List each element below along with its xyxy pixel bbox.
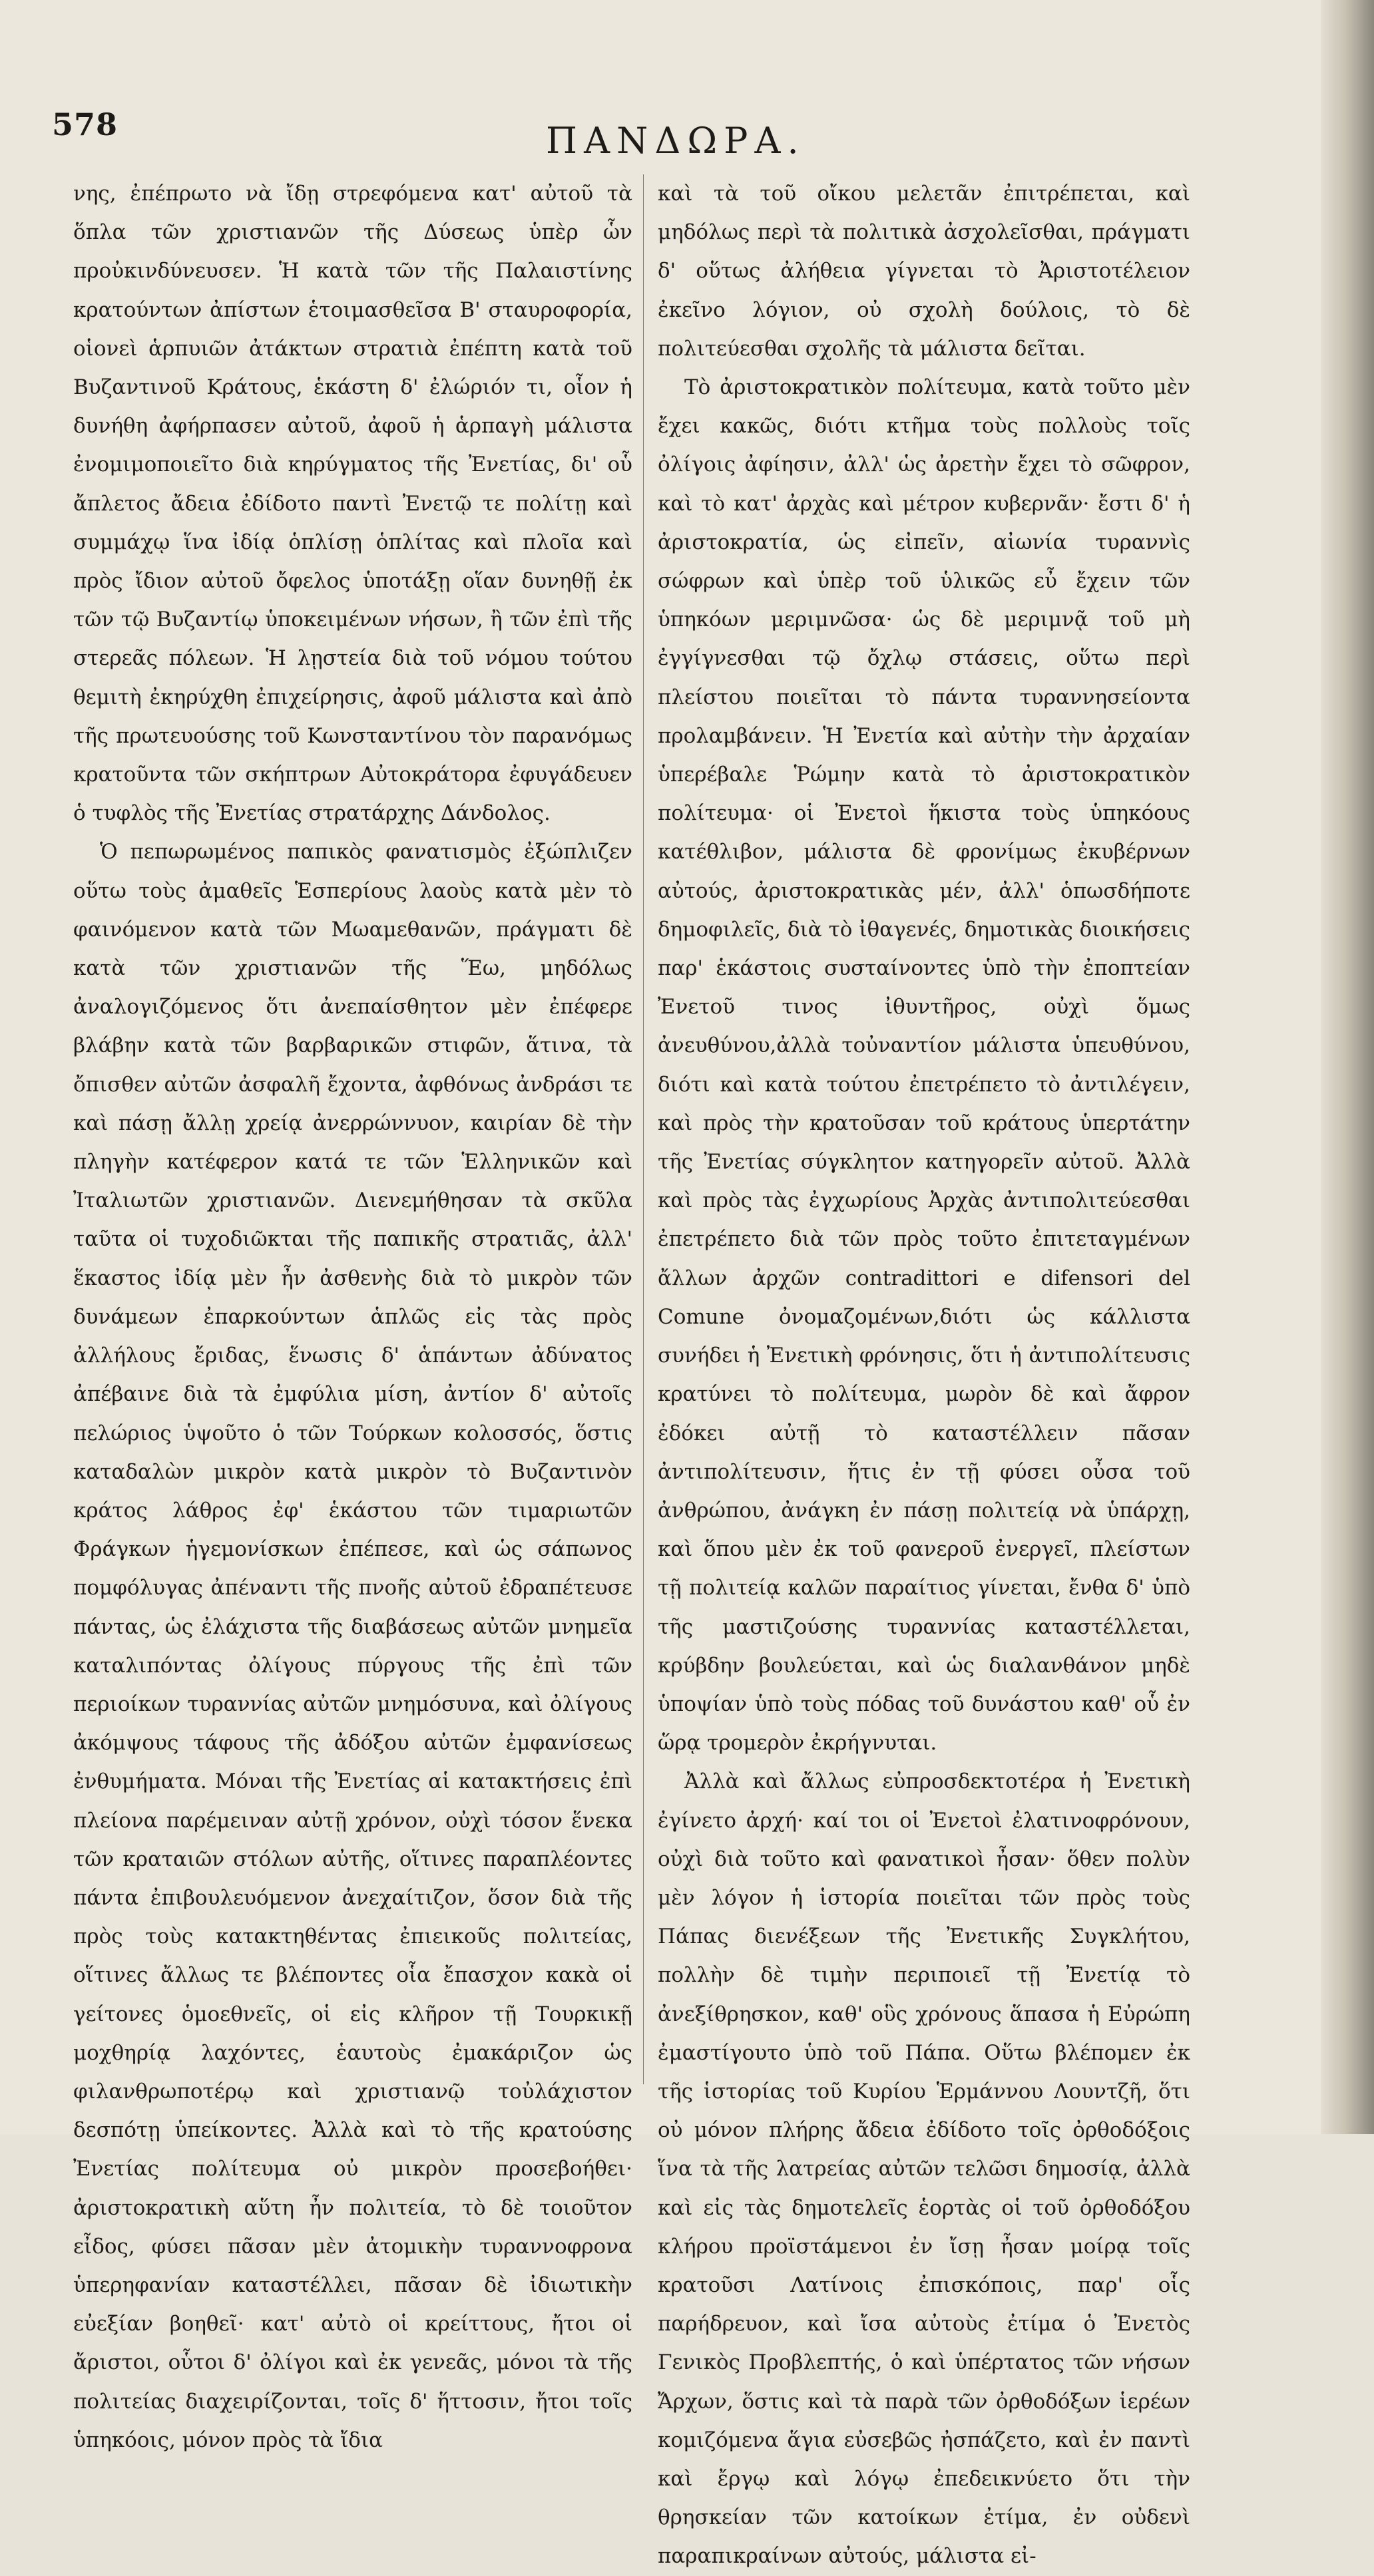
right-paragraph-1: καὶ τὰ τοῦ οἴκου μελετᾶν ἐπιτρέπεται, καὶ μηδόλως περὶ τὰ πολιτικὰ ἀσχολεῖσθαι, πράγματι δ' οὕτως ἀλήθεια γίγνεται τὸ Ἀριστοτέλειον ἐκεῖνο λόγιον, οὐ σχολὴ δούλοις, τὸ δὲ πολιτεύεσθαι σχολῆς τὰ μάλιστα δεῖται.: [658, 182, 1190, 361]
right-paragraph-3: Ἀλλὰ καὶ ἄλλως εὐπροσδεκτοτέρα ἡ Ἐνετικὴ ἐγίνετο ἀρχή· καί τοι οἱ Ἐνετοὶ ἐλατινοφρόνουν, οὐχὶ διὰ τοῦτο καὶ φανατικοὶ ἦσαν· ὅθεν πολὺν μὲν λόγον ἡ ἱστορία ποιεῖται τῶν πρὸς τοὺς Πάπας διενέξεων τῆς Ἐνετικῆς Συγκλήτου, πολλὴν δὲ τιμὴν περιποιεῖ τῇ Ἐνετίᾳ τὸ ἀνεξίθρησκον, καθ' οὓς χρόνους ἅπασα ἡ Εὐρώπη ἐμαστίγουτο ὑπὸ τοῦ Πάπα. Οὕτω βλέπομεν ἐκ τῆς ἱστορίας τοῦ Κυρίου Ἑρμάννου Λουντζῆ, ὅτι οὐ μόνον πλήρης ἄδεια ἐδίδοτο τοῖς ὀρθοδόξοις ἵνα τὰ τῆς λατρείας αὐτῶν τελῶσι δημοσίᾳ, ἀλλὰ καὶ εἰς τὰς δημοτελεῖς ἑορτὰς οἱ τοῦ ὀρθοδόξου κλήρου προϊστάμενοι ἐν ἴσῃ ἦσαν μοίρᾳ τοῖς κρατοῦσι Λατίνοις ἐπισκόποις, παρ' οἷς παρήδρευον, καὶ ἴσα αὐτοὺς ἐτίμα ὁ Ἐνετὸς Γενικὸς Προβλεπτής, ὁ καὶ ὑπέρτατος τῶν νήσων Ἄρχων, ὅστις καὶ τὰ παρὰ τῶν ὀρθοδόξων ἱερέων κομιζόμενα ἅγια εὐσεβῶς ἠσπάζετο, καὶ ἐν παντὶ καὶ ἔργῳ καὶ λόγῳ ἐπεδεικνύετο ὅτι τὴν θρησκείαν τῶν κατοίκων ἐτίμα, ἐν οὐδενὶ παραπικραίνων αὐτούς, μάλιστα εἰ-: [658, 1769, 1190, 2569]
right-paragraph-2: Τὸ ἀριστοκρατικὸν πολίτευμα, κατὰ τοῦτο μὲν ἔχει κακῶς, διότι κτῆμα τοὺς πολλοὺς τοῖς ὀλίγοις ἀφίησιν, ἀλλ' ὡς ἀρετὴν ἔχει τὸ σῶφρον, καὶ τὸ κατ' ἀρχὰς καὶ μέτρον κυβερνᾶν· ἔστι δ' ἡ ἀριστοκρατία, ὡς εἰπεῖν, αἰωνία τυραννὶς σώφρων καὶ ὑπὲρ τοῦ ὑλικῶς εὖ ἔχειν τῶν ὑπηκόων μεριμνῶσα· ὡς δὲ μεριμνᾷ τοῦ μὴ ἐγγίγνεσθαι τῷ ὄχλῳ στάσεις, οὕτω περὶ πλείστου ποιεῖται τὸ πάντα τυραννησείοντα προλαμβάνειν. Ἡ Ἐνετία καὶ αὐτὴν τὴν ἀρχαίαν ὑπερέβαλε Ῥώμην κατὰ τὸ ἀριστοκρατικὸν πολίτευμα· οἱ Ἐνετοὶ ἥκιστα τοὺς ὑπηκόους κατέθλιβον, μάλιστα δὲ φρονίμως ἐκυβέρνων αὐτούς, ἀριστοκρατικὰς μέν, ἀλλ' ὁπωσδήποτε δημοφιλεῖς, διὰ τὸ ἰθαγενές, δημοτικὰς διοικήσεις παρ' ἑκάστοις συσταίνοντες ὑπὸ τὴν ἐποπτείαν Ἐνετοῦ τινος ἰθυντῆρος, οὐχὶ ὅμως ἀνευθύνου,ἀλλὰ τοὐναντίον μάλιστα ὑπευθύνου, διότι καὶ κατὰ τούτου ἐπετρέπετο τὸ ἀντιλέγειν, καὶ πρὸς τὴν κρατοῦσαν τοῦ κράτους ὑπερτάτην τῆς Ἐνετίας σύγκλητον κατηγορεῖν αὐτοῦ. Ἀλλὰ καὶ πρὸς τὰς ἐγχωρίους Ἀρχὰς ἀντιπολιτεύεσθαι ἐπετρέπετο διὰ τῶν πρὸς τοῦτο ἐπιτεταγμένων ἄλλων ἀρχῶν contradittori e difensori del Comune ὀνομαζομένων,διότι ὡς κάλλιστα συνήδει ἡ Ἐνετικὴ φρόνησις, ὅτι ἡ ἀντιπολίτευσις κρατύνει τὸ πολίτευμα, μωρὸν δὲ καὶ ἄφρον ἐδόκει αὐτῇ τὸ καταστέλλειν πᾶσαν ἀντιπολίτευσιν, ἥτις ἐν τῇ φύσει οὖσα τοῦ ἀνθρώπου, ἀνάγκη ἐν πάσῃ πολιτείᾳ νὰ ὑπάρχῃ, καὶ ὅπου μὲν ἐκ τοῦ φανεροῦ ἐνεργεῖ, πλείστων τῇ πολιτείᾳ καλῶν παραίτιος γίνεται, ἔνθα δ' ὑπὸ τῆς μαστιζούσης τυραννίας καταστέλλεται, κρύβδην βουλεύεται, καὶ ὡς διαλανθάνον μηδὲ ὑποψίαν ὑπὸ τοὺς πόδας τοῦ δυνάστου καθ' οὗ ἐν ὥρᾳ τρομερὸν ἐκρήγνυται.: [658, 375, 1190, 1755]
page-number: 578: [52, 106, 118, 142]
left-paragraph-2: Ὁ πεπωρωμένος παπικὸς φανατισμὸς ἐξώπλιζεν οὕτω τοὺς ἀμαθεῖς Ἑσπερίους λαοὺς κατὰ μὲν τὸ φαινόμενον κατὰ τῶν Μωαμεθανῶν, πράγματι δὲ κατὰ τῶν χριστιανῶν τῆς Ἕω, μηδόλως ἀναλογιζόμενος ὅτι ἀνεπαίσθητον μὲν ἐπέφερε βλάβην κατὰ τῶν βαρβαρικῶν στιφῶν, ἅτινα, τὰ ὄπισθεν αὐτῶν ἀσφαλῆ ἔχοντα, ἀφθόνως ἀνδράσι τε καὶ πάσῃ ἄλλῃ χρείᾳ ἀνερρώννυον, καιρίαν δὲ τὴν πληγὴν κατέφερον κατά τε τῶν Ἑλληνικῶν καὶ Ἰταλιωτῶν χριστιανῶν. Διενεμήθησαν τὰ σκῦλα ταῦτα οἱ τυχοδιῶκται τῆς παπικῆς στρατιᾶς, ἀλλ' ἕκαστος ἰδίᾳ μὲν ἦν ἀσθενὴς διὰ τὸ μικρὸν τῶν δυνάμεων ἐπαρκούντων ἁπλῶς εἰς τὰς πρὸς ἀλλήλους ἔριδας, ἕνωσις δ' ἁπάντων ἀδύνατος ἀπέβαινε διὰ τὰ ἐμφύλια μίση, ἀντίον δ' αὐτοῖς πελώριος ὑψοῦτο ὁ τῶν Τούρκων κολοσσός, ὅστις καταδαλὼν μικρὸν κατὰ μικρὸν τὸ Βυζαντινὸν κράτος λάθρος ἐφ' ἑκάστου τῶν τιμαριωτῶν Φράγκων ἡγεμονίσκων ἐπέπεσε, καὶ ὡς σάπωνος πομφόλυγας ἀπέναντι τῆς πνοῆς αὐτοῦ ἐδραπέτευσε πάντας, ὡς ἐλάχιστα τῆς διαβάσεως αὐτῶν μνημεῖα καταλιπόντας ὀλίγους πύργους τῆς ἐπὶ τῶν περιοίκων τυραννίας αὐτῶν μνημόσυνα, καὶ ὀλίγους ἀκόμψους τάφους τῆς ἀδόξου αὐτῶν ἐμφανίσεως ἐνθυμήματα. Μόναι τῆς Ἐνετίας αἱ κατακτήσεις ἐπὶ πλείονα παρέμειναν αὐτῇ χρόνον, οὐχὶ τόσον ἕνεκα τῶν κραταιῶν στόλων αὐτῆς, οἵτινες παραπλέοντες πάντα ἐπιβουλευόμενον ἀνεχαίτιζον, ὅσον διὰ τῆς πρὸς τοὺς κατακτηθέντας ἐπιεικοῦς πολιτείας, οἵτινες ἄλλως τε βλέποντες οἷα ἔπασχον κακὰ οἱ γείτονες ὁμοεθνεῖς, οἱ εἰς κλῆρον τῇ Τουρκικῇ μοχθηρίᾳ λαχόντες, ἑαυτοὺς ἐμακάριζον ὡς φιλανθρωποτέρῳ καὶ χριστιανῷ τοὐλάχιστον δεσπότῃ ὑπείκοντες. Ἀλλὰ καὶ τὸ τῆς κρατούσης Ἐνετίας πολίτευμα οὐ μικρὸν προσεβοήθει· ἀριστοκρατικὴ αὕτη ἦν πολιτεία, τὸ δὲ τοιοῦτον εἶδος, φύσει πᾶσαν μὲν ἀτομικὴν τυραννοφρονα ὑπερηφανίαν καταστέλλει, πᾶσαν δὲ ἰδιωτικὴν εὐεξίαν βοηθεῖ· κατ' αὐτὸ οἱ κρείττους, ἤτοι οἱ ἄριστοι, οὗτοι δ' ὀλίγοι καὶ ἐκ γενεᾶς, μόνοι τὰ τῆς πολιτείας διαχειρίζονται, τοῖς δ' ἥττοσιν, ἤτοι τοῖς ὑπηκόοις, μόνον πρὸς τὰ ἴδια: [73, 840, 632, 2452]
left-column: [73, 174, 632, 2460]
book-spine-shadow: [1321, 0, 1374, 2134]
running-title: ΠΑΝΔΩΡΑ.: [546, 120, 805, 162]
right-column: [658, 174, 1190, 2576]
left-paragraph-1: νης, ἐπέπρωτο νὰ ἴδῃ στρεφόμενα κατ' αὐτοῦ τὰ ὅπλα τῶν χριστιανῶν τῆς Δύσεως ὑπὲρ ὧν προὐκινδύνευσεν. Ἡ κατὰ τῶν τῆς Παλαιστίνης κρατούντων ἀπίστων ἑτοιμασθεῖσα Β' σταυροφορία, οἱονεὶ ἁρπυιῶν ἀτάκτων στρατιὰ ἐπέπτη κατὰ τοῦ Βυζαντινοῦ Κράτους, ἑκάστη δ' ἐλώριόν τι, οἷον ἡ δυνήθη ἀφήρπασεν αὐτοῦ, ἀφοῦ ἡ ἁρπαγὴ μάλιστα ἐνομιμοποιεῖτο διὰ κηρύγματος τῆς Ἐνετίας, δι' οὗ ἄπλετος ἄδεια ἐδίδοτο παντὶ Ἐνετῷ τε πολίτῃ καὶ συμμάχῳ ἵνα ἰδίᾳ ὁπλίσῃ ὁπλίτας καὶ πλοῖα καὶ πρὸς ἴδιον αὐτοῦ ὄφελος ὑποτάξῃ οἵαν δυνηθῇ ἐκ τῶν τῷ Βυζαντίῳ ὑποκειμένων νήσων, ἢ τῶν ἐπὶ τῆς στερεᾶς πόλεων. Ἡ λῃστεία διὰ τοῦ νόμου τούτου θεμιτὴ ἐκηρύχθη ἐπιχείρησις, ἀφοῦ μάλιστα καὶ ἀπὸ τῆς πρωτευούσης τοῦ Κωνσταντίνου τὸν παρανόμως κρατοῦντα τῶν σκήπτρων Αὐτοκράτορα ἐφυγάδευεν ὁ τυφλὸς τῆς Ἐνετίας στρατάρχης Δάνδολος.: [73, 182, 632, 826]
column-divider: [643, 174, 644, 2084]
